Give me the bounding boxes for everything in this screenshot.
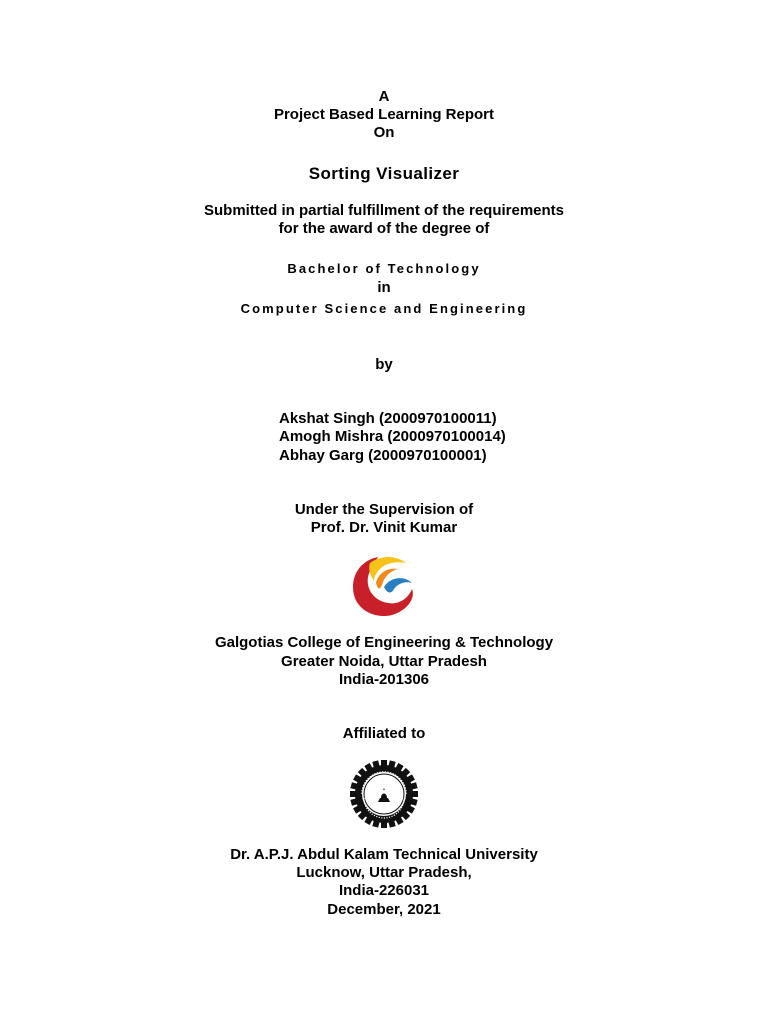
- line-in: in: [377, 279, 391, 296]
- supervision-label: Under the Supervision of: [294, 501, 474, 518]
- line-on: On: [373, 124, 395, 141]
- student-3: Abhay Garg (2000970100001): [279, 447, 487, 464]
- submission-line-1: Submitted in partial fulfillment of the requirements: [203, 202, 565, 219]
- submission-date: December, 2021: [327, 901, 441, 918]
- student-2: Amogh Mishra (2000970100014): [279, 428, 506, 445]
- college-city: Greater Noida, Uttar Pradesh: [281, 653, 487, 670]
- university-name: Dr. A.P.J. Abdul Kalam Technical University: [230, 846, 538, 863]
- swirl-yellow-arc: [369, 557, 406, 581]
- galgotias-logo-icon: [348, 553, 420, 619]
- aktu-seal-icon: [348, 758, 420, 830]
- line-a: A: [378, 88, 390, 105]
- line-by: by: [375, 356, 393, 373]
- swirl-blue-arc: [384, 578, 412, 592]
- college-pin: India-201306: [338, 671, 430, 688]
- degree: Bachelor of Technology: [287, 261, 481, 276]
- project-title: Sorting Visualizer: [308, 164, 460, 183]
- student-1: Akshat Singh (2000970100011): [279, 410, 497, 427]
- university-city: Lucknow, Uttar Pradesh,: [296, 864, 472, 881]
- branch: Computer Science and Engineering: [240, 301, 528, 316]
- college-name: Galgotias College of Engineering & Technology: [214, 634, 554, 651]
- submission-line-2: for the award of the degree of: [278, 220, 490, 237]
- university-pin: India-226031: [338, 882, 430, 899]
- supervisor-name: Prof. Dr. Vinit Kumar: [310, 519, 458, 536]
- report-type: Project Based Learning Report: [273, 106, 495, 123]
- affiliated-label: Affiliated to: [342, 725, 426, 742]
